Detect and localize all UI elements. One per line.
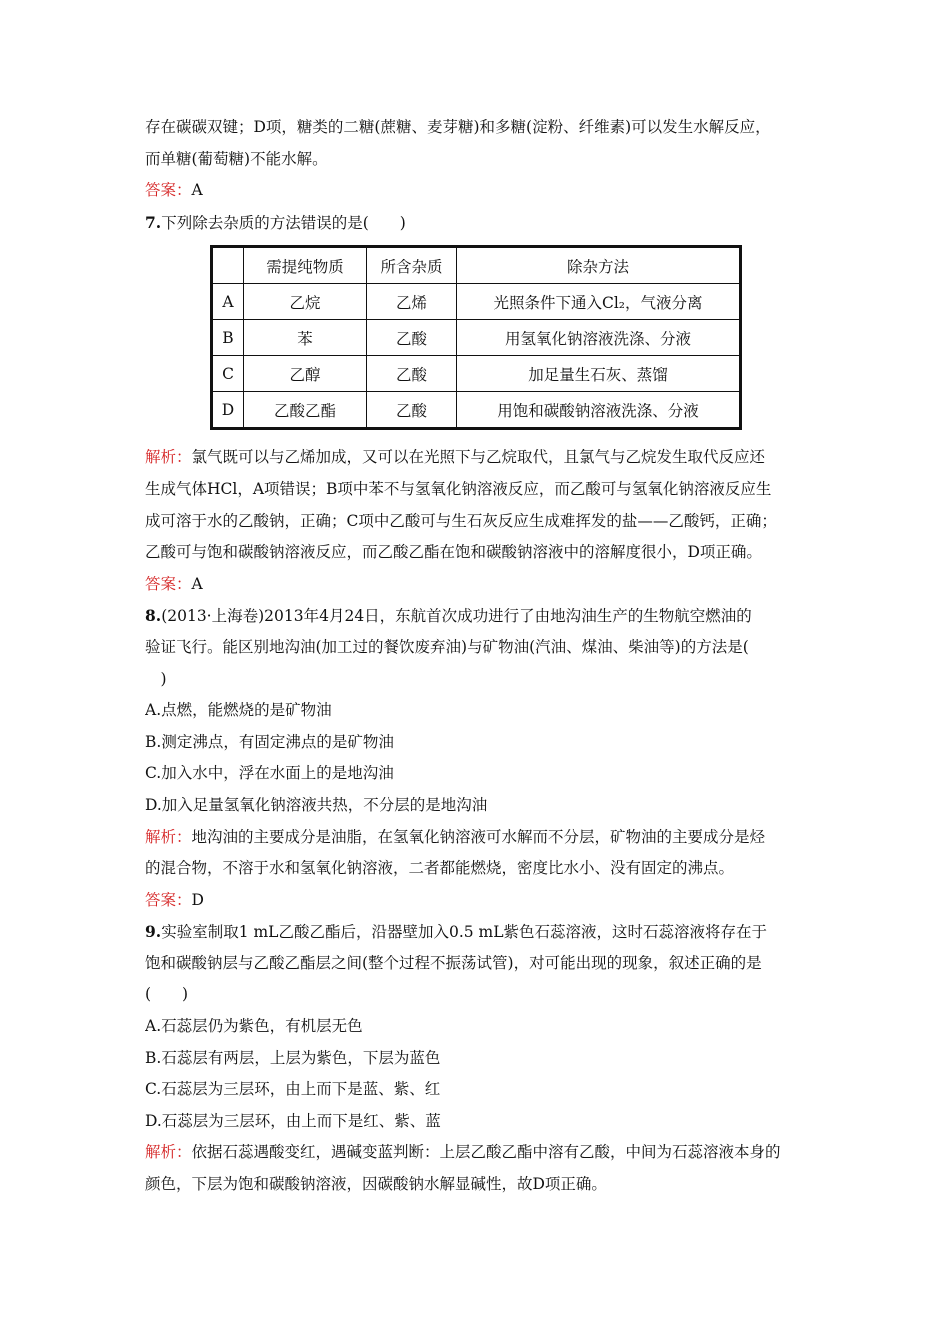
q9-option-d: D.石蕊层为三层环，由上而下是红、紫、蓝	[145, 1111, 441, 1130]
question-number: 8.	[145, 606, 162, 626]
q9-option-c: C.石蕊层为三层环，由上而下是蓝、紫、红	[145, 1080, 441, 1099]
table-row	[212, 320, 741, 356]
q7-answer	[145, 569, 815, 601]
q8-answer	[145, 885, 815, 917]
q6-line-2: 而单糖(葡萄糖)不能水解。	[145, 149, 328, 168]
substance-cell: 乙烷	[244, 284, 367, 320]
q9-analysis-line-1	[145, 1137, 815, 1169]
q9-option-b: B.石蕊层有两层，上层为紫色，下层为蓝色	[145, 1048, 441, 1067]
row-label: A	[212, 284, 244, 320]
q8-stem-line-3: )	[145, 669, 167, 688]
q6-line-1: 存在碳碳双键；D项，糖类的二糖(蔗糖、麦芽糖)和多糖(淀粉、纤维素)可以发生水解反应，	[145, 118, 771, 136]
method-cell: 加足量生石灰、蒸馏	[457, 356, 741, 392]
table-row	[212, 392, 741, 429]
q7-analysis-line-4: 乙酸可与饱和碳酸钠溶液反应，而乙酸乙酯在饱和碳酸钠溶液中的溶解度很小，D项正确。	[145, 543, 762, 562]
impurity-cell: 乙酸	[367, 356, 457, 392]
question-stem: 下列除去杂质的方法错误的是( )	[161, 213, 406, 232]
impurity-cell: 乙烯	[367, 284, 457, 320]
q8-stem-line-2: 验证飞行。能区别地沟油(加工过的餐饮废弃油)与矿物油(汽油、煤油、柴油等)的方法是(	[145, 637, 749, 656]
q7-analysis-line-3: 成可溶于水的乙酸钠，正确；C项中乙酸可与生石灰反应生成难挥发的盐——乙酸钙，正确；	[145, 511, 777, 530]
q6-answer	[145, 175, 815, 207]
answer-value: A	[191, 181, 203, 200]
q8-stem-line-1	[145, 600, 815, 632]
q8-analysis-line-2: 的混合物，不溶于水和氢氧化钠溶液，二者都能燃烧，密度比水小、没有固定的沸点。	[145, 859, 735, 878]
table-header-cell: 所含杂质	[367, 247, 457, 284]
table-row	[212, 284, 741, 320]
question-stem: 实验室制取1 mL乙酸乙酯后，沿器壁加入0.5 mL紫色石蕊溶液，这时石蕊溶液将存在于	[161, 923, 768, 942]
answer-label: 答案：	[145, 890, 192, 909]
table-header-cell	[212, 247, 244, 284]
q8-option-d: D.加入足量氢氧化钠溶液共热，不分层的是地沟油	[145, 795, 488, 814]
analysis-label: 解析：	[145, 827, 192, 846]
q8-option-c: C.加入水中，浮在水面上的是地沟油	[145, 764, 394, 783]
analysis-text: 地沟油的主要成分是油脂，在氢氧化钠溶液可水解而不分层，矿物油的主要成分是烃	[191, 827, 766, 846]
document-page	[145, 112, 815, 1201]
q9-stem-line-3: ( )	[145, 985, 189, 1004]
q8-option-b: B.测定沸点，有固定沸点的是矿物油	[145, 732, 394, 751]
q9-option-a: A.石蕊层仍为紫色，有机层无色	[145, 1017, 363, 1036]
q9-analysis-line-2: 颜色，下层为饱和碳酸钠溶液，因碳酸钠水解显碱性，故D项正确。	[145, 1175, 607, 1194]
question-number: 7.	[145, 212, 162, 232]
question-number: 9.	[145, 922, 162, 942]
substance-cell: 苯	[244, 320, 367, 356]
analysis-label: 解析：	[145, 1143, 192, 1162]
q9-stem-line-2: 饱和碳酸钠层与乙酸乙酯层之间(整个过程不振荡试管)，对可能出现的现象，叙述正确的是	[145, 953, 762, 972]
answer-label: 答案：	[145, 181, 192, 200]
analysis-text: 氯气既可以与乙烯加成，又可以在光照下与乙烷取代，且氯气与乙烷发生取代反应还	[191, 448, 766, 467]
substance-cell: 乙醇	[244, 356, 367, 392]
question-stem: (2013·上海卷)2013年4月24日，东航首次成功进行了由地沟油生产的生物航空燃油的	[161, 607, 752, 626]
table-header-cell: 需提纯物质	[244, 247, 367, 284]
answer-value: A	[191, 574, 203, 593]
q8-option-a: A.点燃，能燃烧的是矿物油	[145, 701, 332, 720]
answer-label: 答案：	[145, 574, 192, 593]
q7-analysis-line-1	[145, 442, 815, 474]
method-cell: 光照条件下通入Cl₂，气液分离	[457, 284, 741, 320]
impurity-cell: 乙酸	[367, 320, 457, 356]
row-label: B	[212, 320, 244, 356]
q7-analysis-line-2: 生成气体HCl，A项错误；B项中苯不与氢氧化钠溶液反应，而乙酸可与氢氧化钠溶液反应生	[145, 479, 772, 498]
q7-stem	[145, 207, 815, 239]
row-label: C	[212, 356, 244, 392]
answer-value: D	[191, 890, 204, 909]
table-header-row	[212, 247, 741, 284]
impurity-table	[210, 245, 742, 430]
method-cell: 用饱和碳酸钠溶液洗涤、分液	[457, 392, 741, 429]
q8-analysis-line-1	[145, 822, 815, 854]
analysis-text: 依据石蕊遇酸变红，遇碱变蓝判断：上层乙酸乙酯中溶有乙酸，中间为石蕊溶液本身的	[191, 1143, 781, 1162]
impurity-cell: 乙酸	[367, 392, 457, 429]
table-row	[212, 356, 741, 392]
substance-cell: 乙酸乙酯	[244, 392, 367, 429]
q9-stem-line-1	[145, 916, 815, 948]
analysis-label: 解析：	[145, 448, 192, 467]
method-cell: 用氢氧化钠溶液洗涤、分液	[457, 320, 741, 356]
row-label: D	[212, 392, 244, 429]
table-header-cell: 除杂方法	[457, 247, 741, 284]
